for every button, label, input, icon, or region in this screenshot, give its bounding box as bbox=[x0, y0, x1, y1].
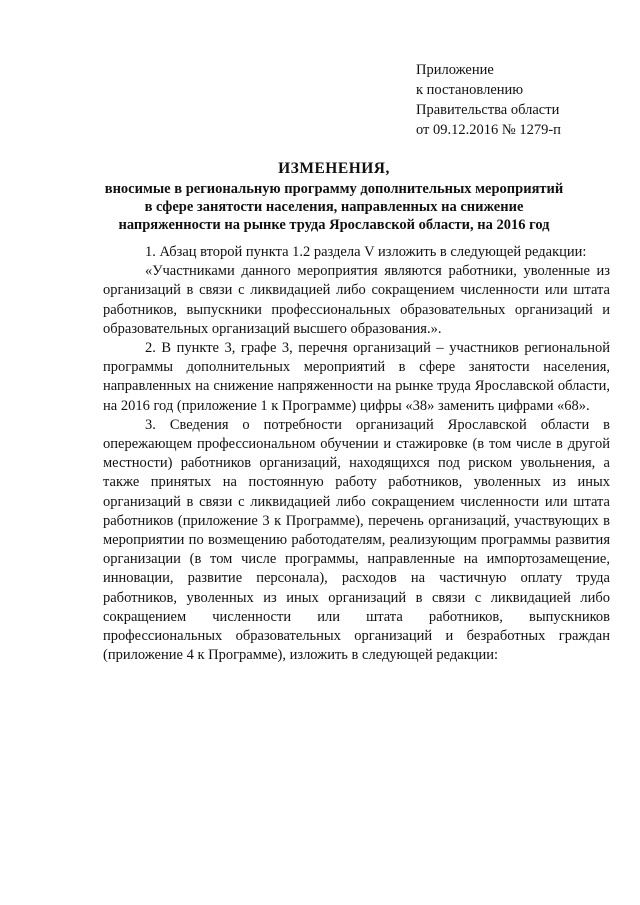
heading-line-2: в сфере занятости населения, направленных на снижение bbox=[144, 199, 524, 215]
appendix-line-3: Правительства области bbox=[416, 102, 560, 118]
paragraph-1: 1. Абзац второй пункта 1.2 раздела V изложить в следующей редакции: bbox=[145, 244, 587, 260]
appendix-reference bbox=[416, 60, 626, 140]
appendix-line-2: к постановлению bbox=[416, 82, 524, 98]
paragraph-2: 2. В пункте 3, графе 3, перечня организаций – участников региональной программы дополнительных мероприятий в сфере занятости населения, направленных на снижение напряженности на рынке труда Ярославской области, на 2016 год (приложение 1 к Программе) цифры «38» заменить цифрами «68». bbox=[103, 340, 610, 414]
heading-line-3: напряженности на рынке труда Ярославской области, на 2016 год bbox=[118, 217, 550, 233]
appendix-line-4: от 09.12.2016 № 1279-п bbox=[416, 122, 561, 138]
paragraph-3: 3. Сведения о потребности организаций Ярославской области в опережающем профессиональном обучении и стажировке (в том числе в другой местности) работников организаций, находящихся под риском увольнения, а также принятых на постоянную работу работников, уволенных из иных организаций в связи с ликвидацией либо сокращением численности или штата работников (приложение 3 к Программе), перечень организаций, участвующих в мероприятии по возмещению работодателям, реализующим программы развития организации (в том числе программы, направленные на импортозамещение, инновации, развитие персонала), расходов на частичную оплату труда работников, уволенных из иных организаций в связи с ликвидацией либо сокращением численности или штата работников, выпускников профессиональных образовательных организаций и безработных граждан (приложение 4 к Программе), изложить в следующей редакции: bbox=[103, 416, 610, 664]
document-heading bbox=[96, 160, 572, 234]
appendix-line-1: Приложение bbox=[416, 62, 494, 78]
heading-line-1: вносимые в региональную программу дополнительных мероприятий bbox=[104, 181, 564, 197]
document-title: ИЗМЕНЕНИЯ, bbox=[278, 160, 390, 177]
document-body bbox=[103, 243, 610, 665]
paragraph-quote: «Участниками данного мероприятия являются работники, уволенные из организаций в связи с ликвидацией либо сокращением численности или штата работников, выпускники профессиональных образовательных организаций и образовательных организаций высшего образования.». bbox=[103, 263, 610, 337]
